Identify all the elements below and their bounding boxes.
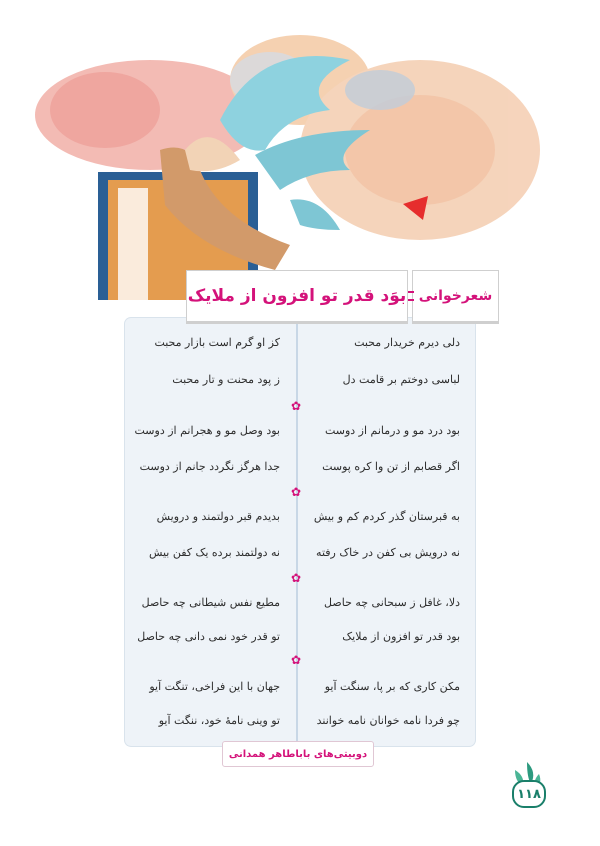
flower-ornament-icon: ✿ bbox=[290, 571, 302, 585]
verse-line: ز پود محنت و تار محبت bbox=[172, 373, 280, 386]
verse-line: تو وینی نامهٔ خود، ننگت آیو bbox=[158, 714, 280, 727]
verse-line: مطیع نفس شیطانی چه حاصل bbox=[141, 596, 280, 609]
verse-line: تو قدر خود نمی دانی چه حاصل bbox=[137, 630, 280, 643]
verse-line: دلا، غافل ز سبحانی چه حاصل bbox=[324, 596, 460, 609]
verse-line: جدا هرگز نگردد جانم از دوست bbox=[139, 460, 280, 473]
poem-illustration bbox=[0, 0, 600, 300]
poem-title-box bbox=[186, 270, 408, 324]
verse-line: جهان با این فراخی، تنگت آیو bbox=[149, 680, 280, 693]
attribution-text: دوبیتی‌های باباطاهر همدانی bbox=[228, 748, 368, 760]
verse-line: به قبرستان گذر کردم کم و بیش bbox=[313, 510, 460, 523]
poem-title: بوَد قدر تو افزون از ملایک bbox=[187, 286, 407, 306]
verse-line: نه دولتمند برده یک کفن بیش bbox=[148, 546, 280, 559]
verse-line: اگر قصابم از تن وا کره پوست bbox=[322, 460, 460, 473]
flower-ornament-icon: ✿ bbox=[290, 399, 302, 413]
verse-line: بود درد مو و درمانم از دوست bbox=[324, 424, 460, 437]
flower-ornament-icon: ✿ bbox=[290, 653, 302, 667]
page-number: ۱۱۸ bbox=[512, 780, 546, 808]
attribution-label bbox=[222, 741, 374, 767]
verse-line: کز او گرم است بازار محبت bbox=[154, 336, 280, 349]
section-tag bbox=[412, 270, 499, 324]
verse-line: بدیدم قبر دولتمند و درویش bbox=[156, 510, 280, 523]
verse-line: چو فردا نامه خوانان نامه خوانند bbox=[316, 714, 460, 727]
verse-line: بود قدر تو افزون از ملایک bbox=[342, 630, 460, 643]
verse-line: بود وصل مو و هجرانم از دوست bbox=[134, 424, 280, 437]
flower-ornament-icon: ✿ bbox=[290, 485, 302, 499]
section-tag-label: شعرخوانی bbox=[418, 288, 493, 304]
verse-line: مکن کاری که بر پا، سنگت آیو bbox=[324, 680, 460, 693]
verse-line: لباسی دوختم بر قامت دل bbox=[342, 373, 460, 386]
verse-line: نه درویش بی کفن در خاک رفته bbox=[316, 546, 460, 559]
verse-line: دلی دیرم خریدار محبت bbox=[354, 336, 460, 349]
column-divider bbox=[296, 318, 298, 746]
